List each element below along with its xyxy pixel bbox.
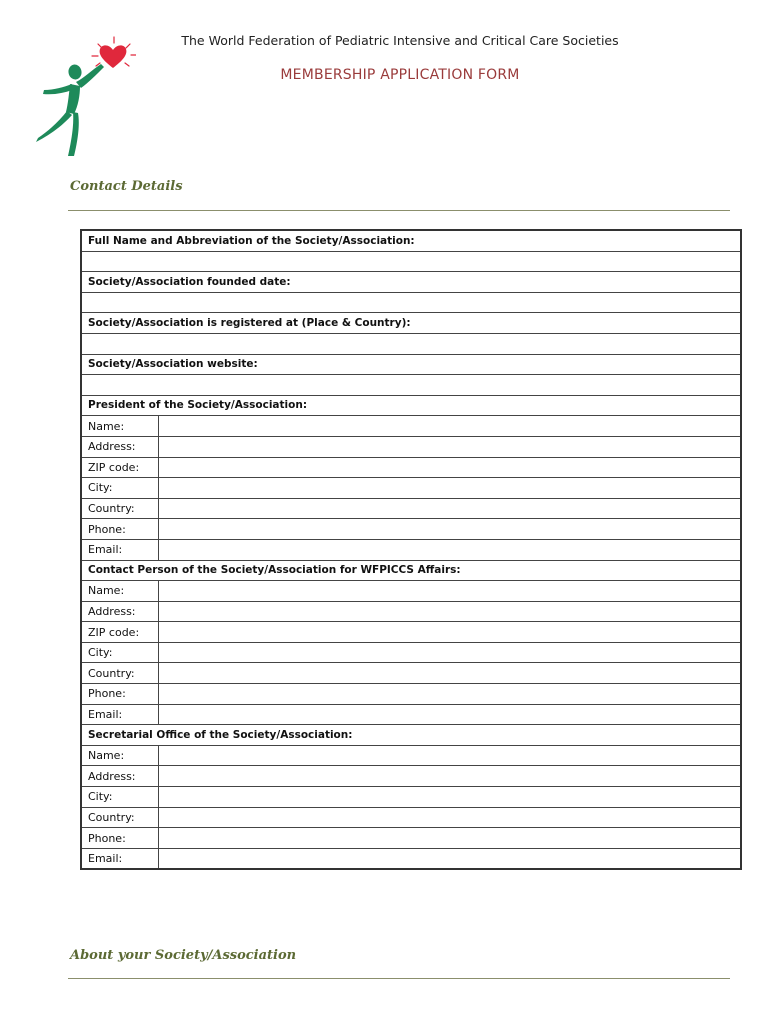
membership-form-table — [80, 229, 742, 870]
contact-email-label: Email: — [81, 704, 159, 725]
organization-title: The World Federation of Pediatric Intensive and Critical Care Societies — [181, 33, 619, 48]
wfpiccs-logo-icon — [28, 34, 136, 158]
secretarial-country-input[interactable] — [159, 807, 742, 828]
president-city-input[interactable] — [159, 478, 742, 499]
field-label-registered-at: Society/Association is registered at (Place & Country): — [81, 313, 741, 334]
contact-address-label: Address: — [81, 601, 159, 622]
president-name-input[interactable] — [159, 416, 742, 437]
president-email-input[interactable] — [159, 539, 742, 560]
contact-phone-input[interactable] — [159, 684, 742, 705]
secretarial-name-input[interactable] — [159, 745, 742, 766]
secretarial-email-input[interactable] — [159, 848, 742, 869]
secretarial-name-label: Name: — [81, 745, 159, 766]
contact-zip-label: ZIP code: — [81, 622, 159, 643]
president-country-label: Country: — [81, 498, 159, 519]
president-phone-label: Phone: — [81, 519, 159, 540]
input-website[interactable] — [81, 375, 741, 396]
group-heading-secretarial-office: Secretarial Office of the Society/Association: — [81, 725, 741, 746]
president-city-label: City: — [81, 478, 159, 499]
secretarial-city-input[interactable] — [159, 787, 742, 808]
secretarial-phone-label: Phone: — [81, 828, 159, 849]
president-address-input[interactable] — [159, 436, 742, 457]
president-country-input[interactable] — [159, 498, 742, 519]
contact-address-input[interactable] — [159, 601, 742, 622]
section-divider — [68, 210, 730, 211]
contact-phone-label: Phone: — [81, 684, 159, 705]
section-heading-about-society: About your Society/Association — [70, 948, 297, 963]
section-divider — [68, 978, 730, 979]
contact-email-input[interactable] — [159, 704, 742, 725]
president-zip-label: ZIP code: — [81, 457, 159, 478]
contact-name-label: Name: — [81, 581, 159, 602]
contact-city-label: City: — [81, 642, 159, 663]
secretarial-email-label: Email: — [81, 848, 159, 869]
contact-country-input[interactable] — [159, 663, 742, 684]
secretarial-country-label: Country: — [81, 807, 159, 828]
contact-city-input[interactable] — [159, 642, 742, 663]
section-heading-contact-details: Contact Details — [70, 179, 183, 194]
secretarial-phone-input[interactable] — [159, 828, 742, 849]
secretarial-address-input[interactable] — [159, 766, 742, 787]
form-title: MEMBERSHIP APPLICATION FORM — [280, 67, 520, 83]
field-label-founded-date: Society/Association founded date: — [81, 272, 741, 293]
contact-zip-input[interactable] — [159, 622, 742, 643]
president-email-label: Email: — [81, 539, 159, 560]
input-registered-at[interactable] — [81, 333, 741, 354]
field-label-website: Society/Association website: — [81, 354, 741, 375]
contact-country-label: Country: — [81, 663, 159, 684]
president-phone-input[interactable] — [159, 519, 742, 540]
secretarial-address-label: Address: — [81, 766, 159, 787]
secretarial-city-label: City: — [81, 787, 159, 808]
field-label-full-name: Full Name and Abbreviation of the Society/Association: — [81, 230, 741, 251]
president-name-label: Name: — [81, 416, 159, 437]
president-zip-input[interactable] — [159, 457, 742, 478]
contact-name-input[interactable] — [159, 581, 742, 602]
president-address-label: Address: — [81, 436, 159, 457]
input-founded-date[interactable] — [81, 292, 741, 313]
input-full-name[interactable] — [81, 251, 741, 272]
group-heading-contact-person: Contact Person of the Society/Association for WFPICCS Affairs: — [81, 560, 741, 581]
group-heading-president: President of the Society/Association: — [81, 395, 741, 416]
